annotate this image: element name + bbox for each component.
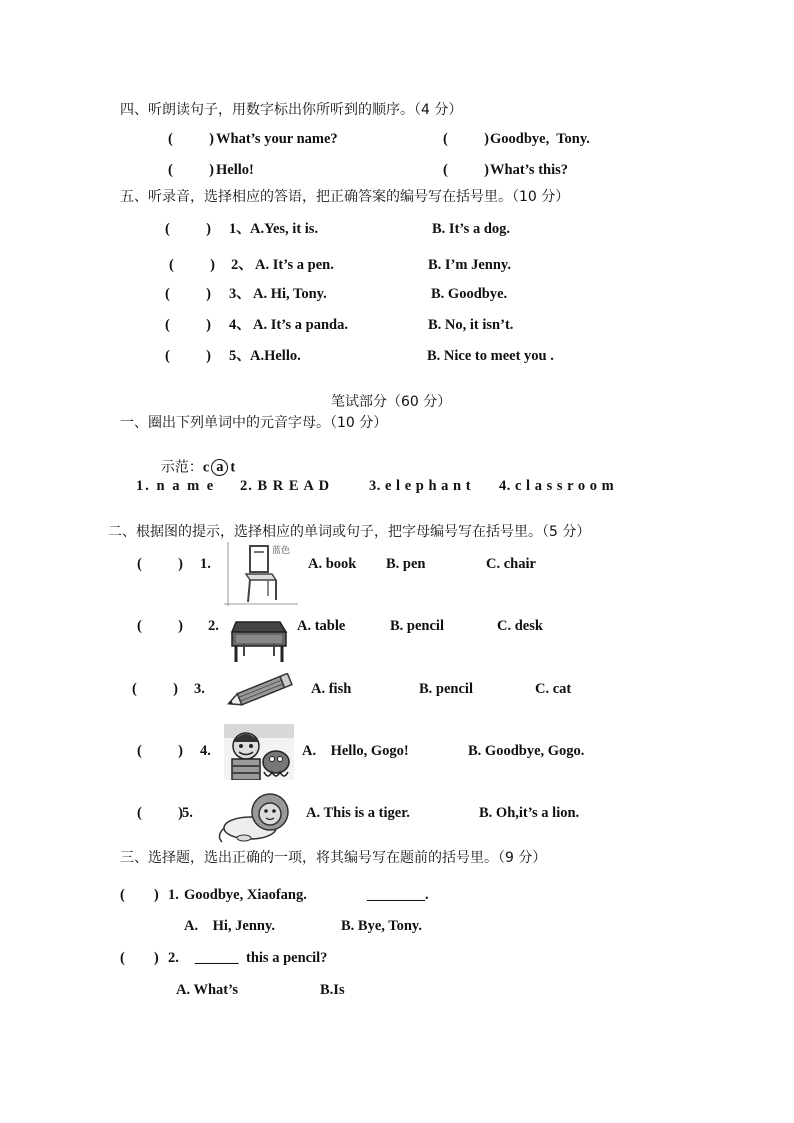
example-letter-t: t <box>230 459 236 476</box>
sec2-q4-blank[interactable]: ( ) <box>137 743 183 759</box>
sec4-q4-text: What’s this? <box>490 162 569 178</box>
sec5-q1-option-a: A.Yes, it is. <box>250 221 319 237</box>
sec3-q2-option-a: A. What’s <box>176 982 239 998</box>
chair-color-note: 蓝色 <box>272 546 291 556</box>
sec3-q2-question: this a pencil? <box>246 950 328 966</box>
sec4-q2-text: Goodbye, Tony. <box>490 131 590 147</box>
sec2-q5-num: 5. <box>182 805 193 821</box>
sec2-q1-blank[interactable]: ( ) <box>137 556 183 572</box>
sec2-q3-blank[interactable]: ( ) <box>132 681 178 697</box>
pencil-icon <box>224 673 296 709</box>
sec2-q1-option-a: A. book <box>308 556 357 572</box>
example-letter-c: c <box>202 459 210 476</box>
sec3-q1-option-b: B. Bye, Tony. <box>341 918 422 934</box>
sec5-q5-blank[interactable]: ( ) <box>165 348 211 364</box>
sec3-q2-num: 2. <box>168 950 179 966</box>
sec5-q4-num: 4、 <box>229 317 251 333</box>
sec3-q1-blank[interactable]: ( ) <box>120 887 159 903</box>
sec2-q2-option-b: B. pencil <box>390 618 444 634</box>
vowel-word-2: 2. B R E A D <box>240 478 331 494</box>
sec4-q1-blank[interactable]: ( ) <box>168 131 214 147</box>
sec2-q5-option-a: A. This is a tiger. <box>306 805 410 821</box>
written-sec3-title: 三、选择题，选出正确的一项，将其编号写在题前的括号里。（9 分） <box>120 850 547 866</box>
sec5-q5-option-b: B. Nice to meet you . <box>427 348 554 364</box>
sec3-q1-answer-blank[interactable]: ________. <box>367 887 429 903</box>
boy-and-gogo-icon <box>224 724 294 780</box>
sec2-q3-num: 3. <box>194 681 205 697</box>
sec5-q1-blank[interactable]: ( ) <box>165 221 211 237</box>
sec5-q5-num: 5、 <box>229 348 251 364</box>
sec5-q3-blank[interactable]: ( ) <box>165 286 211 302</box>
written-sec2-title: 二、根据图的提示，选择相应的单词或句子，把字母编号写在括号里。（5 分） <box>108 524 591 540</box>
example-circled-letter: a <box>211 459 228 476</box>
lion-icon <box>214 790 294 844</box>
sec4-q4-blank[interactable]: ( ) <box>443 162 489 178</box>
sec5-q5-option-a: A.Hello. <box>250 348 301 364</box>
sec3-q2-blank[interactable]: ( ) <box>120 950 159 966</box>
sec3-q2-option-b: B.Is <box>320 982 345 998</box>
sec3-q2-question-blank[interactable]: ______ <box>195 950 239 966</box>
sec2-q2-blank[interactable]: ( ) <box>137 618 183 634</box>
sec5-q2-option-b: B. I’m Jenny. <box>428 257 511 273</box>
sec2-q1-option-c: C. chair <box>486 556 536 572</box>
sec2-q3-option-b: B. pencil <box>419 681 473 697</box>
sec5-q1-num: 1、 <box>229 221 251 237</box>
sec5-q1-option-b: B. It’s a dog. <box>432 221 511 237</box>
sec5-q4-option-a: A. It’s a panda. <box>253 317 348 333</box>
sec2-q3-option-c: C. cat <box>535 681 572 697</box>
vowel-example <box>152 445 235 476</box>
sec4-q3-text: Hello! <box>216 162 254 178</box>
vowel-word-3: 3. e l e p h a n t <box>369 478 472 494</box>
sec3-q1-num: 1. <box>168 887 179 903</box>
sec2-q4-option-a: A. Hello, Gogo! <box>302 743 409 759</box>
vowel-word-4: 4. c l a s s r o o m <box>499 478 615 494</box>
sec5-q4-blank[interactable]: ( ) <box>165 317 211 333</box>
sec5-q3-option-a: A. Hi, Tony. <box>253 286 327 302</box>
sec2-q5-option-b: B. Oh,it’s a lion. <box>479 805 580 821</box>
sec3-q1-option-a: A. Hi, Jenny. <box>184 918 276 934</box>
sec3-q1-question: Goodbye, Xiaofang. <box>184 887 307 903</box>
sec2-q4-option-b: B. Goodbye, Gogo. <box>468 743 585 759</box>
sec2-q4-num: 4. <box>200 743 211 759</box>
sec4-q1-text: What’s your name? <box>216 131 338 147</box>
sec2-q2-num: 2. <box>208 618 219 634</box>
sec2-q1-option-b: B. pen <box>386 556 426 572</box>
sec5-q3-option-b: B. Goodbye. <box>431 286 508 302</box>
desk-icon <box>230 614 288 664</box>
section-4-title: 四、听朗读句子，用数字标出你所听到的顺序。（4 分） <box>120 102 463 118</box>
sec2-q2-option-c: C. desk <box>497 618 543 634</box>
sec2-q2-option-a: A. table <box>297 618 346 634</box>
sec2-q1-num: 1. <box>200 556 211 572</box>
vowel-word-1: 1. n a m e <box>136 478 216 494</box>
sec5-q2-blank[interactable]: ( ) <box>169 257 215 273</box>
sec5-q2-num: 2、 <box>231 257 253 273</box>
example-label: 示范： <box>160 459 203 476</box>
sec4-q2-blank[interactable]: ( ) <box>443 131 489 147</box>
written-sec1-title: 一、圈出下列单词中的元音字母。（10 分） <box>120 415 388 431</box>
sec5-q2-option-a: A. It’s a pen. <box>255 257 334 273</box>
sec5-q3-num: 3、 <box>229 286 251 302</box>
sec2-q3-option-a: A. fish <box>311 681 352 697</box>
sec4-q3-blank[interactable]: ( ) <box>168 162 214 178</box>
sec2-q5-blank[interactable]: ( ) <box>137 805 183 821</box>
sec5-q4-option-b: B. No, it isn’t. <box>428 317 514 333</box>
section-5-title: 五、听录音，选择相应的答语，把正确答案的编号写在括号里。（10 分） <box>120 189 570 205</box>
written-part-heading: 笔试部分（60 分） <box>331 394 452 410</box>
